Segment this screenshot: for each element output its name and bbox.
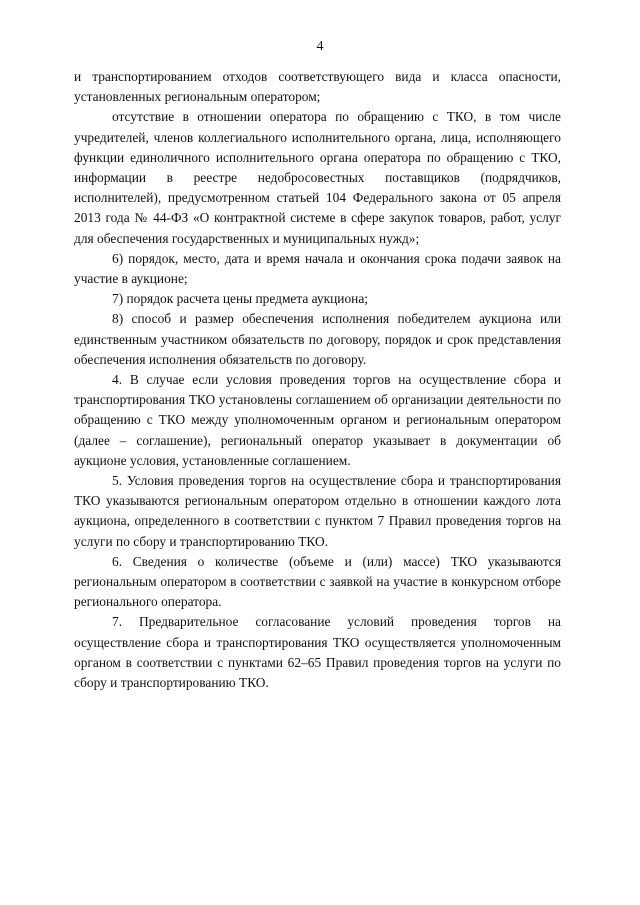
paragraph-operator-absence: отсутствие в отношении оператора по обращению с ТКО, в том числе учредителей, членов коллегиального исполнительного органа, лица, исполняющего функции единоличного исполнительного органа оператора по обращению с ТКО, информации в реестре недобросовестных поставщиков (подрядчиков, исполнителей), предусмотренном статьей 104 Федерального закона от 05 апреля 2013 года № 44-ФЗ «О контрактной системе в сфере закупок товаров, работ, услуг для обеспечения государственных и муниципальных нужд»;	[74, 109, 561, 246]
paragraph-clause-7: 7. Предварительное согласование условий проведения торгов на осуществление сбора и транспортирования ТКО осуществляется уполномоченным органом в соответствии с пунктами 62–65 Правил проведения торгов на услуги по сбору и транспортированию ТКО.	[74, 614, 561, 691]
paragraph-item-8: 8) способ и размер обеспечения исполнения победителем аукциона или единственным участником обязательств по договору, порядок и срок представления обеспечения исполнения обязательств по договору.	[74, 311, 561, 367]
paragraph-item-7: 7) порядок расчета цены предмета аукциона;	[112, 291, 368, 307]
paragraph-continuation: и транспортированием отходов соответствующего вида и класса опасности, установленных региональным оператором;	[74, 69, 561, 105]
paragraph-clause-5: 5. Условия проведения торгов на осуществление сбора и транспортирования ТКО указываются региональным оператором отдельно в отношении каждого лота аукциона, определенного в соответствии с пунктом 7 Правил проведения торгов на услуги по сбору и транспортированию ТКО.	[74, 473, 561, 549]
paragraph-item-6: 6) порядок, место, дата и время начала и окончания срока подачи заявок на участие в аукционе;	[74, 250, 561, 287]
page-number: 4	[316, 39, 324, 54]
paragraph-clause-6: 6. Сведения о количестве (объеме и (или) массе) ТКО указываются региональным оператором в соответствии с заявкой на участие в конкурсном отборе регионального оператора.	[74, 553, 561, 610]
document-body	[74, 67, 561, 693]
paragraph-clause-4: 4. В случае если условия проведения торгов на осуществление сбора и транспортирования ТКО установлены соглашением об организации деятельности по обращению с ТКО между уполномоченным органом и региональным оператором (далее – соглашение), региональный оператор указывает в документации об аукционе условия, установленные соглашением.	[74, 372, 561, 468]
